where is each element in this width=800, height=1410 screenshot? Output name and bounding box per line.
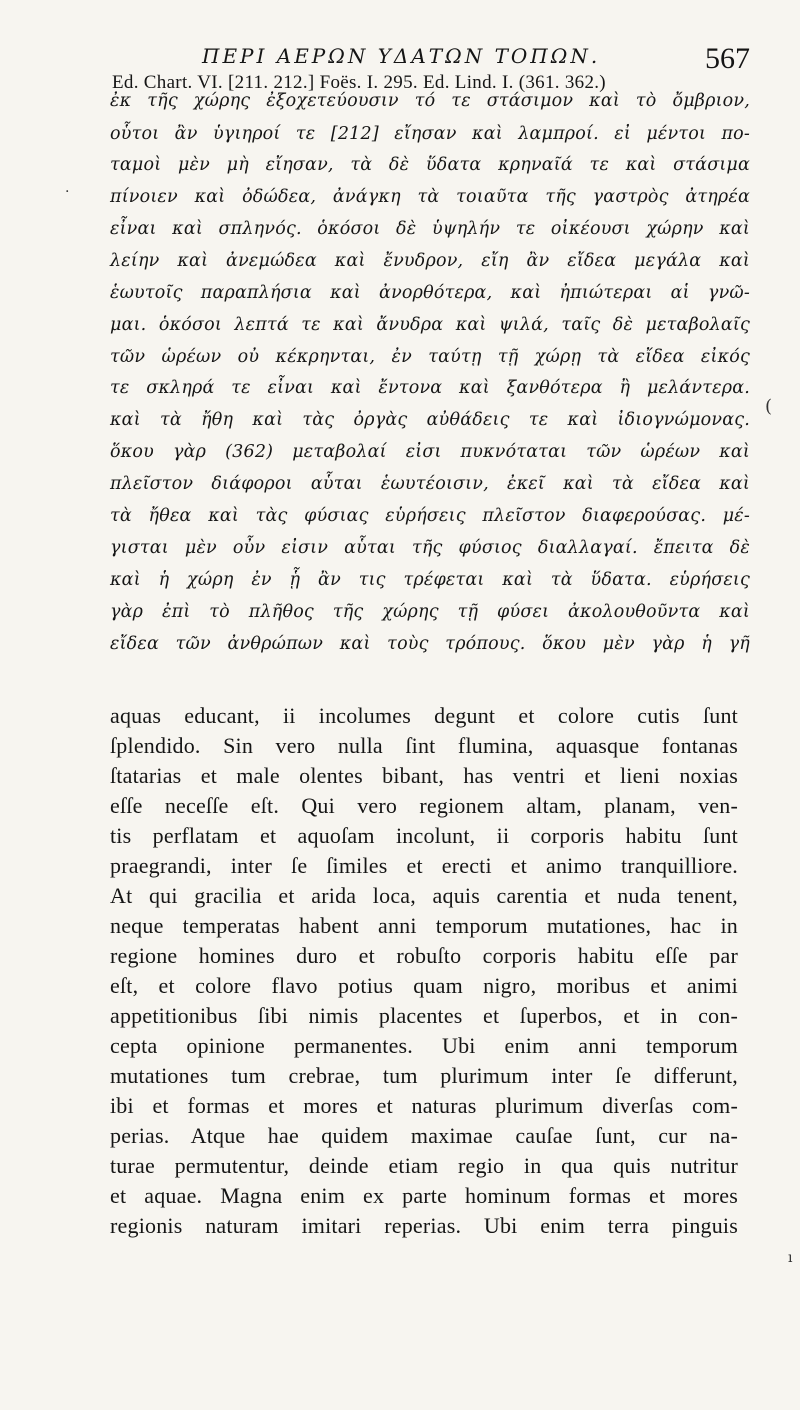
greek-line: καὶ τὰ ἤθη καὶ τὰς ὀργὰς αὐθάδεις τε καὶ ἰδιογνώμονας. — [110, 410, 750, 430]
latin-line: neque temperatas habent anni temporum mutationes, hac in — [110, 913, 738, 938]
latin-line: regione homines duro et robuſto corporis habitu eſſe par — [110, 943, 738, 968]
greek-line: ὅκου γὰρ (362) μεταβολαί εἰσι πυκνόταται τῶν ὡρέων καὶ — [110, 442, 750, 462]
latin-line: perias. Atque hae quidem maximae cauſae ſunt, cur na- — [110, 1123, 738, 1148]
latin-line: aquas educant, ii incolumes degunt et colore cutis ſunt — [110, 703, 738, 728]
latin-line: ſplendido. Sin vero nulla ſint flumina, aquasque fontanas — [110, 733, 738, 758]
greek-line: τε σκληρά τε εἶναι καὶ ἔντονα καὶ ξανθότερα ἢ μελάντερα. — [110, 378, 750, 398]
latin-line: praegrandi, inter ſe ſimiles et erecti et animo tranquilliore. — [110, 853, 738, 878]
greek-line: ταμοὶ μὲν μὴ εἴησαν, τὰ δὲ ὕδατα κρηναῖά τε καὶ στάσιμα — [110, 155, 750, 175]
greek-line: μαι. ὁκόσοι λεπτά τε καὶ ἄνυδρα καὶ ψιλά, ταῖς δὲ μεταβολαῖς — [110, 315, 750, 335]
latin-line: cepta opinione permanentes. Ubi enim anni temporum — [110, 1033, 738, 1058]
latin-line: At qui gracilia et arida loca, aquis carentia et nuda tenent, — [110, 883, 738, 908]
page-number: 567 — [705, 42, 750, 75]
greek-line: γὰρ ἐπὶ τὸ πλῆθος τῆς χώρης τῇ φύσει ἀκολουθοῦντα καὶ — [110, 602, 750, 622]
running-title: ΠΕΡΙ ΑΕΡΩΝ ΥΔΑΤΩΝ ΤΟΠΩΝ. — [202, 44, 601, 68]
latin-line: eſſe neceſſe eſt. Qui vero regionem altam, planam, ven- — [110, 793, 738, 818]
greek-line: ἐκ τῆς χώρης ἐξοχετεύουσιν τό τε στάσιμον καὶ τὸ ὄμβριον, — [110, 91, 750, 111]
latin-line: appetitionibus ſibi nimis placentes et ſuperbos, et in con- — [110, 1003, 738, 1028]
margin-bracket: ( — [765, 396, 773, 417]
greek-line: ἑωυτοῖς παραπλήσια καὶ ἀνορθότερα, καὶ ἠπιώτεραι αἱ γνῶ- — [110, 283, 750, 303]
greek-line: εἶναι καὶ σπληνός. ὁκόσοι δὲ ὑψηλήν τε οἰκέουσι χώρην καὶ — [110, 219, 750, 239]
latin-line: et aquae. Magna enim ex parte hominum formas et mores — [110, 1183, 738, 1208]
latin-line: tis perflatam et aquoſam incolunt, ii corporis habitu ſunt — [110, 823, 738, 848]
latin-line: turae permutentur, deinde etiam regio in qua quis nutritur — [110, 1153, 738, 1178]
greek-line: τὰ ἤθεα καὶ τὰς φύσιας εὑρήσεις πλεῖστον διαφερούσας. μέ- — [110, 506, 750, 526]
greek-line: πίνοιεν καὶ ὀδώδεα, ἀνάγκη τὰ τοιαῦτα τῆς γαστρὸς ἀτηρέα — [110, 187, 750, 207]
latin-line: eſt, et colore flavo potius quam nigro, moribus et animi — [110, 973, 738, 998]
latin-line: ibi et formas et mores et naturas plurimum diverſas com- — [110, 1093, 738, 1118]
greek-line: καὶ ἡ χώρη ἐν ᾗ ἂν τις τρέφεται καὶ τὰ ὕδατα. εὑρήσεις — [110, 570, 750, 590]
margin-tick: ı — [788, 1250, 793, 1266]
greek-line: οὗτοι ἂν ὑγιηροί τε [212] εἴησαν καὶ λαμπροί. εἰ μέντοι πο- — [110, 124, 750, 144]
greek-line: τῶν ὡρέων οὐ κέκρηνται, ἐν ταύτῃ τῇ χώρῃ τὰ εἴδεα εἰκός — [110, 347, 750, 367]
greek-line: εἴδεα τῶν ἀνθρώπων καὶ τοὺς τρόπους. ὅκου μὲν γὰρ ἡ γῆ — [110, 634, 750, 654]
latin-line: regionis naturam imitari reperias. Ubi enim terra pinguis — [110, 1213, 738, 1238]
greek-line: λείην καὶ ἀνεμώδεα καὶ ἔνυδρον, εἴη ἂν εἴδεα μεγάλα καὶ — [110, 251, 750, 271]
edition-references: Ed. Chart. VI. [211. 212.] Foës. I. 295. Ed. Lind. I. (361. 362.) — [112, 72, 606, 93]
margin-dot: . — [65, 180, 70, 196]
greek-line: πλεῖστον διάφοροι αὗται ἑωυτέοισιν, ἐκεῖ καὶ τὰ εἴδεα καὶ — [110, 474, 750, 494]
greek-line: γισται μὲν οὖν εἰσιν αὗται τῆς φύσιος διαλλαγαί. ἔπειτα δὲ — [110, 538, 750, 558]
latin-line: mutationes tum crebrae, tum plurimum inter ſe differunt, — [110, 1063, 738, 1088]
latin-line: ſtatarias et male olentes bibant, has ventri et lieni noxias — [110, 763, 738, 788]
